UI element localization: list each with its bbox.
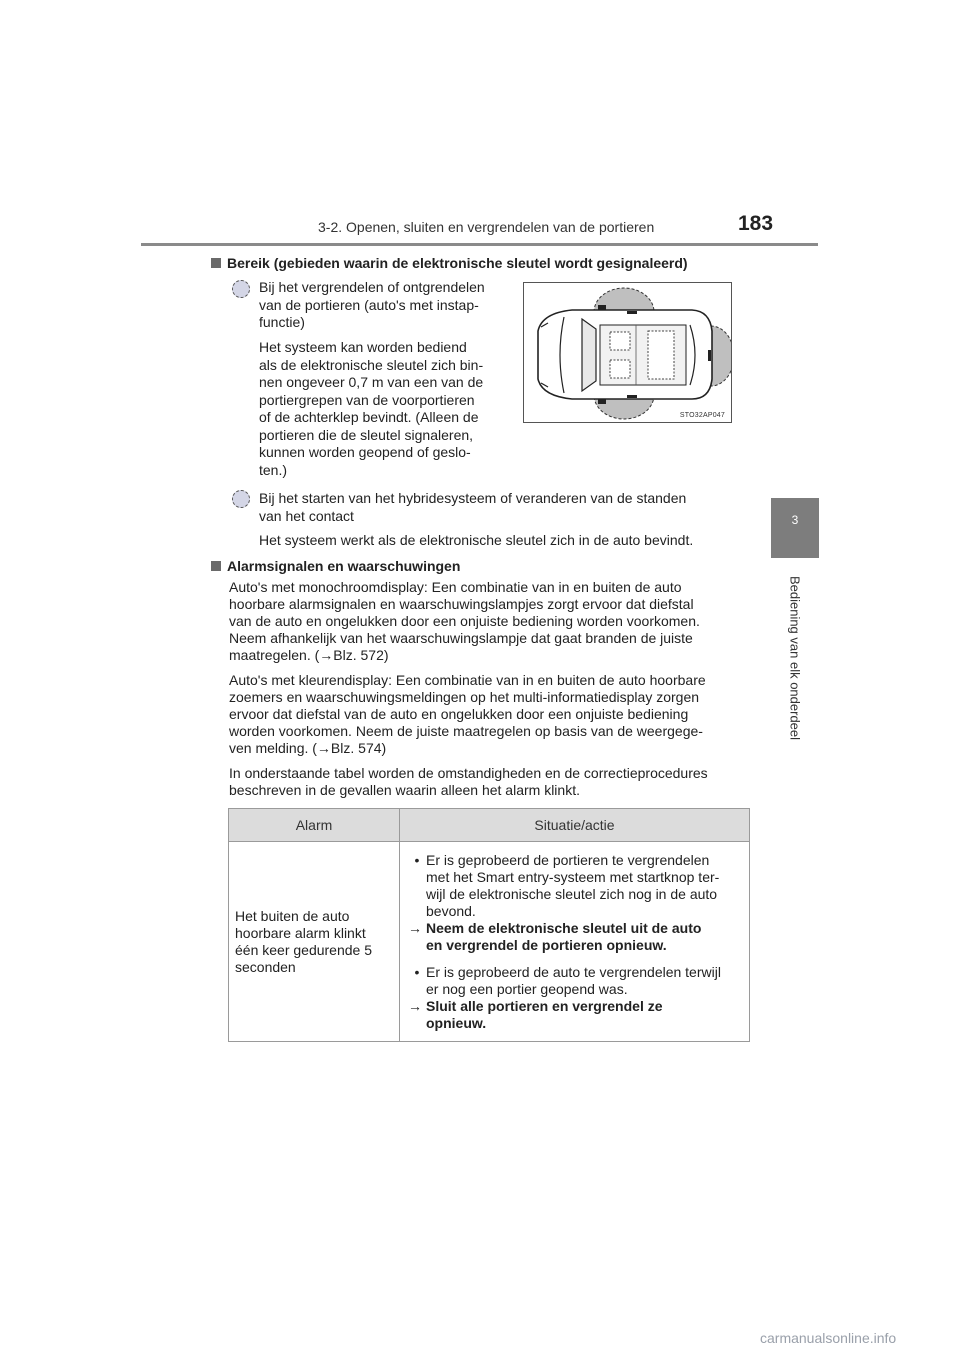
paragraph-monochrome-display: Auto's met monochroomdisplay: Een combinatie van in en buiten de auto hoorbare alarmsignalen en waarschuwingslampjes zorgt ervoor dat diefstal van de auto en ongelukken door een onjuiste bediening worden voorkomen. Neem afhankelijk van het waarschuwingslampje dat gaat branden de juiste maatregelen. (→Blz. 572)	[229, 579, 700, 663]
header-section-title: 3-2. Openen, sluiten en vergrendelen van de portieren	[318, 219, 655, 235]
zone-marker-icon	[232, 280, 250, 298]
alarm-table	[228, 808, 750, 1042]
chapter-title-vertical: Bediening van elk onderdeel	[787, 575, 803, 741]
chapter-tab	[771, 498, 819, 558]
header-divider	[141, 243, 818, 246]
table-header-row	[229, 809, 750, 842]
item-title-hybrid-start: Bij het starten van het hybridesysteem of veranderen van de standen van het contact	[259, 490, 687, 524]
car-top-view-illustration	[524, 283, 732, 423]
situation-cell	[400, 842, 750, 1042]
situation-cause-1: • Er is geprobeerd de portieren te vergrendelen met het Smart entry-systeem met startknop ter- wijl de elektronische sleutel zich nog in de auto bevond.	[414, 851, 720, 919]
item-body-hybrid-start: Het systeem werkt als de elektronische sleutel zich in de auto bevindt.	[259, 532, 694, 548]
situation-cause-2: • Er is geprobeerd de auto te vergrendelen terwijl er nog een portier geopend was.	[414, 963, 721, 997]
paragraph-color-display: Auto's met kleurendisplay: Een combinatie van in en buiten de auto hoorbare zoemers en waarschuwingsmeldingen op het multi-informatiedisplay zorgen ervoor dat diefstal van de auto en ongelukken door een onjuiste bediening worden voorkomen. Neem de juiste maatregelen op basis van de weergege- ven melding. (→Blz. 574)	[229, 672, 706, 756]
page-number: 183	[738, 212, 774, 235]
zone-marker-icon	[232, 490, 250, 508]
section-heading-text: Alarmsignalen en waarschuwingen	[227, 558, 461, 574]
alarm-cell: Het buiten de auto hoorbare alarm klinkt één keer gedurende 5 seconden	[229, 842, 400, 1042]
section-heading-text: Bereik (gebieden waarin de elektronische sleutel wordt gesignaleerd)	[227, 255, 688, 271]
table-header-alarm: Alarm	[229, 809, 400, 842]
item-body-doors: Het systeem kan worden bediend als de elektronische sleutel zich bin- nen ongeveer 0,7 m van een van de portiergrepen van de voorportieren of de achterklep bevindt. (Alleen de portieren die de sleutel signaleren, kunnen worden geopend of geslo- ten.)	[259, 339, 484, 478]
figure-code: STO32AP047	[679, 412, 725, 419]
table-header-situation: Situatie/actie	[400, 809, 750, 842]
table-row	[229, 842, 750, 1042]
situation-action-1: → Neem de elektronische sleutel uit de auto en vergrendel de portieren opnieuw.	[408, 919, 702, 953]
paragraph-table-intro: In onderstaande tabel worden de omstandigheden en de correctieprocedures beschreven in de gevallen waarin alleen het alarm klinkt.	[229, 765, 708, 798]
section-heading-range	[211, 255, 688, 271]
section-heading-alarms	[211, 558, 460, 574]
watermark: carmanualsonline.info	[760, 1330, 897, 1346]
situation-action-2: → Sluit alle portieren en vergrendel ze opnieuw.	[408, 997, 663, 1031]
car-detection-range-figure	[523, 282, 732, 423]
item-title-doors: Bij het vergrendelen of ontgrendelen van de portieren (auto's met instap- functie)	[259, 279, 485, 330]
chapter-number: 3	[791, 513, 799, 527]
square-bullet-icon	[211, 258, 221, 268]
square-bullet-icon	[211, 561, 221, 571]
